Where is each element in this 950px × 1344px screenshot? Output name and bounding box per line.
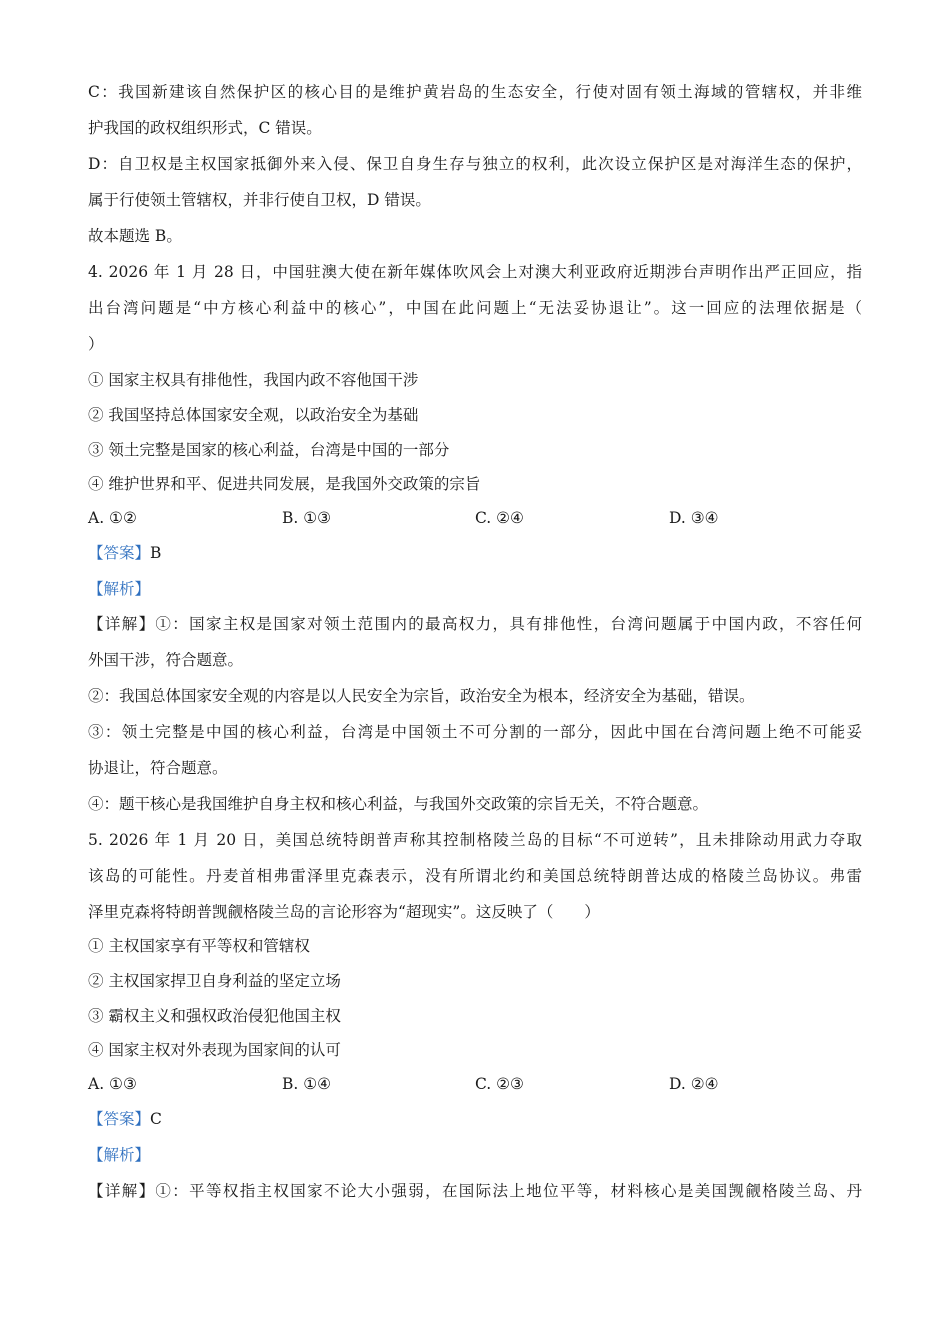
q5-statement-2: ② 主权国家捍卫自身利益的坚定立场 xyxy=(88,972,341,990)
q3-option-c-analysis-line1: C：我国新建该自然保护区的核心目的是维护黄岩岛的生态安全，行使对固有领土海域的管辖权，并非维 xyxy=(88,83,862,101)
q3-option-d-analysis-line1: D：自卫权是主权国家抵御外来入侵、保卫自身生存与独立的权利，此次设立保护区是对海洋生态的保护， xyxy=(88,155,862,173)
q3-option-c-analysis-line2: 护我国的政权组织形式，C 错误。 xyxy=(88,119,322,137)
q4-stem-line1: 4. 2026 年 1 月 28 日，中国驻澳大使在新年媒体吹风会上对澳大利亚政府近期涉台声明作出严正回应，指 xyxy=(88,263,862,281)
q4-detail-4: ④：题干核心是我国维护自身主权和核心利益，与我国外交政策的宗旨无关，不符合题意。 xyxy=(88,795,709,813)
q4-option-b: B. ①③ xyxy=(282,509,332,527)
q4-detail-tag: 【详解】 xyxy=(88,615,156,633)
q4-statement-2: ② 我国坚持总体国家安全观，以政治安全为基础 xyxy=(88,406,419,424)
q5-answer-value: C xyxy=(150,1110,162,1128)
q4-detail-1b: 外国干涉，符合题意。 xyxy=(88,651,244,669)
q5-detail-line1 xyxy=(88,1180,862,1202)
q4-analysis-heading xyxy=(88,578,150,600)
q4-detail-2: ②：我国总体国家安全观的内容是以人民安全为宗旨，政治安全为根本，经济安全为基础，错误。 xyxy=(88,687,755,705)
q5-option-d: D. ②④ xyxy=(669,1075,719,1093)
q4-statement-1: ① 国家主权具有排他性，我国内政不容他国干涉 xyxy=(88,371,419,389)
q5-option-a: A. ①③ xyxy=(88,1075,137,1093)
q4-answer-value: B xyxy=(150,544,162,562)
q5-option-b: B. ①④ xyxy=(282,1075,332,1093)
q5-options-row xyxy=(88,1073,862,1095)
q4-stem-line3: ） xyxy=(88,335,104,353)
q5-stem-line3: 泽里克森将特朗普觊觎格陵兰岛的言论形容为“超现实”。这反映了（ ） xyxy=(88,903,600,921)
q5-answer xyxy=(88,1108,162,1130)
q3-option-d-analysis-line2: 属于行使领土管辖权，并非行使自卫权，D 错误。 xyxy=(88,191,431,209)
q4-stem-line2: 出台湾问题是“中方核心利益中的核心”，中国在此问题上“无法妥协退让”。这一回应的法理依据是（ xyxy=(88,299,862,317)
q4-statement-4: ④ 维护世界和平、促进共同发展，是我国外交政策的宗旨 xyxy=(88,475,481,493)
q4-answer-tag: 【答案】 xyxy=(88,544,151,562)
q5-statement-3: ③ 霸权主义和强权政治侵犯他国主权 xyxy=(88,1007,341,1025)
q5-analysis-tag: 【解析】 xyxy=(88,1146,151,1164)
q5-detail-tag: 【详解】 xyxy=(88,1182,156,1200)
q4-options-row xyxy=(88,507,862,529)
q5-analysis-heading xyxy=(88,1144,150,1166)
q5-answer-tag: 【答案】 xyxy=(88,1110,151,1128)
q3-conclusion: 故本题选 B。 xyxy=(88,227,182,245)
q5-statement-4: ④ 国家主权对外表现为国家间的认可 xyxy=(88,1041,341,1059)
q4-option-a: A. ①② xyxy=(88,509,137,527)
q5-stem-line1: 5. 2026 年 1 月 20 日，美国总统特朗普声称其控制格陵兰岛的目标“不可逆转”，且未排除动用武力夺取 xyxy=(88,831,862,849)
q5-stem-line2: 该岛的可能性。丹麦首相弗雷泽里克森表示，没有所谓北约和美国总统特朗普达成的格陵兰岛协议。弗雷 xyxy=(88,867,862,885)
q4-statement-3: ③ 领土完整是国家的核心利益，台湾是中国的一部分 xyxy=(88,441,450,459)
q5-option-c: C. ②③ xyxy=(475,1075,524,1093)
q5-statement-1: ① 主权国家享有平等权和管辖权 xyxy=(88,937,310,955)
q4-option-d: D. ③④ xyxy=(669,509,719,527)
q4-analysis-tag: 【解析】 xyxy=(88,580,151,598)
q4-detail-1a: ①：国家主权是国家对领土范围内的最高权力，具有排他性，台湾问题属于中国内政，不容任何 xyxy=(155,615,862,633)
q4-detail-line1 xyxy=(88,613,862,635)
q4-option-c: C. ②④ xyxy=(475,509,524,527)
q4-detail-3a: ③：领土完整是中国的核心利益，台湾是中国领土不可分割的一部分，因此中国在台湾问题上绝不可能妥 xyxy=(88,723,862,741)
q5-detail-1a: ①：平等权指主权国家不论大小强弱，在国际法上地位平等，材料核心是美国觊觎格陵兰岛、丹 xyxy=(155,1182,862,1200)
q4-detail-3b: 协退让，符合题意。 xyxy=(88,759,228,777)
q4-answer xyxy=(88,542,161,564)
